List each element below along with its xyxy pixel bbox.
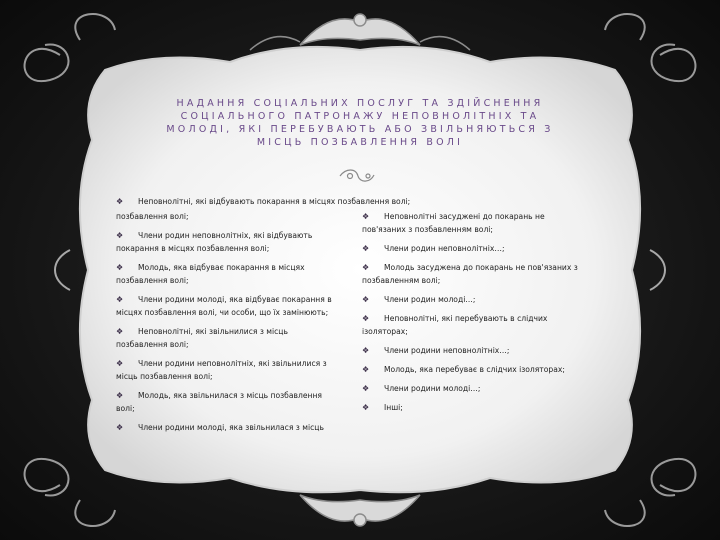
bullet-icon: ❖ <box>116 231 124 240</box>
bullet-text: Члени родини неповнолітніх…; <box>384 346 510 355</box>
bullet-icon: ❖ <box>362 244 370 253</box>
list-item <box>362 312 602 338</box>
bullet-icon: ❖ <box>116 327 124 336</box>
list-item <box>362 363 602 376</box>
bullet-text: Неповнолітні, які перебувають в слідчих <box>384 314 548 323</box>
list-item <box>362 401 602 414</box>
bullet-cont: волі; <box>116 404 135 413</box>
list-item <box>116 229 361 255</box>
list-item <box>116 357 361 383</box>
bullet-icon: ❖ <box>362 384 370 393</box>
bullet-text: Члени родини молоді, яка відбуває покарання в <box>138 295 332 304</box>
bullet-cont: позбавлення волі; <box>116 340 189 349</box>
bullet-text: Молодь, яка перебуває в слідчих ізоляторах; <box>384 365 565 374</box>
bullet-cont: позбавленням волі; <box>362 276 441 285</box>
bullet-text: Інші; <box>384 403 403 412</box>
list-item <box>116 210 361 223</box>
bullet-text: Члени родин неповнолітніх…; <box>384 244 505 253</box>
list-item <box>116 421 361 434</box>
bullet-icon: ❖ <box>362 314 370 323</box>
list-item <box>116 293 361 319</box>
title-line: СОЦІАЛЬНОГО ПАТРОНАЖУ НЕПОВНОЛІТНІХ ТА <box>180 111 540 122</box>
bullet-text: Члени родини молоді…; <box>384 384 481 393</box>
bullet-icon: ❖ <box>362 365 370 374</box>
bullet-cont: покарання в місцях позбавлення волі; <box>116 244 270 253</box>
bullet-text: Молодь, яка звільнилася з місць позбавлення <box>138 391 322 400</box>
bullet-text: Неповнолітні, які звільнилися з місць <box>138 327 288 336</box>
bullet-text: Члени родин молоді…; <box>384 295 476 304</box>
bottom-crest <box>300 495 420 526</box>
bullet-text: Члени родини неповнолітніх, які звільнилися з <box>138 359 327 368</box>
bullet-icon: ❖ <box>362 212 370 221</box>
top-crest <box>250 14 470 50</box>
bullet-cont: місць позбавлення волі; <box>116 372 213 381</box>
flourish-top-left <box>25 14 115 81</box>
bullet-icon: ❖ <box>116 197 124 206</box>
bullet-cont: пов'язаних з позбавленням волі; <box>362 225 493 234</box>
bullet-cont: ізоляторах; <box>362 327 408 336</box>
bullet-text: Молодь, яка відбуває покарання в місцях <box>138 263 305 272</box>
bullet-icon: ❖ <box>116 295 124 304</box>
bullet-icon: ❖ <box>116 263 124 272</box>
bullet-icon: ❖ <box>116 359 124 368</box>
list-item <box>116 261 361 287</box>
flourish-bottom-right <box>605 459 695 526</box>
list-item <box>362 210 602 236</box>
bullet-text: Молодь засуджена до покарань не пов'язаних з <box>384 263 578 272</box>
bullet-text: Неповнолітні, які відбувають покарання в місцях позбавлення волі; <box>138 197 411 206</box>
bullet-icon: ❖ <box>116 391 124 400</box>
flourish-top-right <box>605 14 695 81</box>
list-item <box>116 325 361 351</box>
left-column <box>116 210 361 440</box>
list-item <box>116 389 361 415</box>
title-line: МОЛОДІ, ЯКІ ПЕРЕБУВАЮТЬ АБО ЗВІЛЬНЯЮТЬСЯ З <box>166 124 554 135</box>
bullet-icon: ❖ <box>362 403 370 412</box>
bullet-cont: місцях позбавлення волі, чи особи, що їх замінюють; <box>116 308 329 317</box>
list-item <box>362 344 602 357</box>
bullet-icon: ❖ <box>116 423 124 432</box>
list-item <box>362 382 602 395</box>
bullet-icon: ❖ <box>362 346 370 355</box>
flourish-bottom-left <box>25 459 115 526</box>
bullet-text: Члени родини молоді, яка звільнилася з місць <box>138 423 324 432</box>
title-line: НАДАННЯ СОЦІАЛЬНИХ ПОСЛУГ ТА ЗДІЙСНЕННЯ <box>176 98 544 109</box>
bullet-cont: позбавлення волі; <box>116 276 189 285</box>
bullet-cont: позбавлення волі; <box>116 212 189 221</box>
list-item <box>362 293 602 306</box>
page-title <box>130 97 590 149</box>
right-column <box>362 210 602 420</box>
bullet-text: Неповнолітні засуджені до покарань не <box>384 212 545 221</box>
bullet-icon: ❖ <box>362 295 370 304</box>
bullet-text: Члени родин неповнолітніх, які відбувають <box>138 231 313 240</box>
first-bullet-line <box>116 197 410 206</box>
bullet-icon: ❖ <box>362 263 370 272</box>
list-item <box>362 242 602 255</box>
title-line: МІСЦЬ ПОЗБАВЛЕННЯ ВОЛІ <box>256 137 464 148</box>
list-item <box>362 261 602 287</box>
